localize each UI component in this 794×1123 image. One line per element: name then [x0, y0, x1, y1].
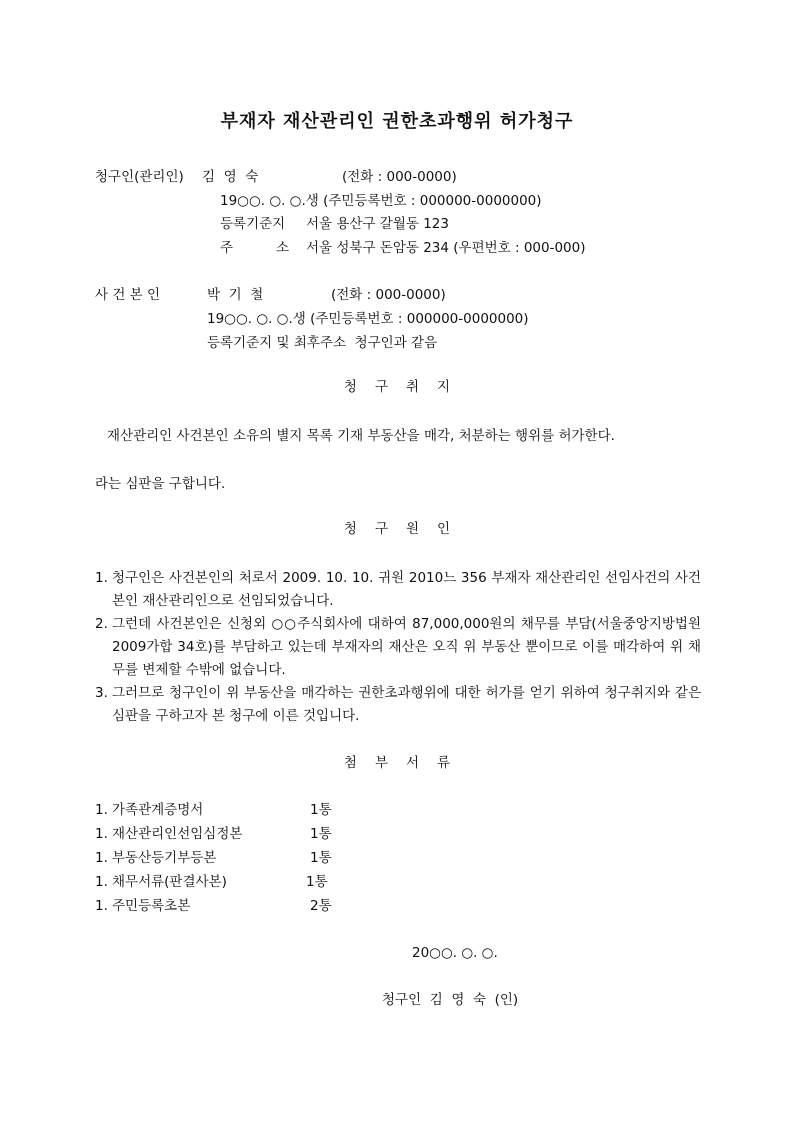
claimant-label: 청구인(관리인): [95, 169, 184, 185]
attachment-number: 1.: [95, 802, 108, 818]
attachment-name: 채무서류(판결사본): [112, 874, 227, 890]
cause-heading: 청구원인: [343, 521, 469, 537]
subject-name: 박 기 철: [207, 287, 264, 303]
attachment-number: 1.: [95, 850, 108, 866]
claimant-registry-label: 등록기준지: [220, 216, 286, 232]
document-date: 20○○. ○. ○.: [412, 945, 498, 961]
attachment-name: 주민등록초본: [112, 898, 191, 914]
claimant-phone: (전화 : 000-0000): [342, 169, 457, 185]
claimant-birth: 19○○. ○. ○.생 (주민등록번호 : 000000-0000000): [220, 193, 542, 209]
purpose-body: 재산관리인 사건본인 소유의 별지 목록 기재 부동산을 매각, 처분하는 행위를 허가한다.: [107, 428, 615, 444]
cause-item-number: 2.: [95, 616, 108, 632]
attachment-count: 1통: [310, 802, 332, 818]
claimant-address: 서울 성북구 돈암동 234 (우편번호 : 000-000): [306, 240, 586, 256]
attachment-number: 1.: [95, 826, 108, 842]
cause-item: [95, 567, 701, 613]
subject-label: 사 건 본 인: [95, 287, 161, 303]
attachments-heading: 첨부서류: [343, 755, 469, 771]
attachment-name: 재산관리인선임심정본: [112, 826, 243, 842]
purpose-closing: 라는 심판을 구합니다.: [95, 476, 226, 492]
subject-registry: 등록기준지 및 최후주소 청구인과 같음: [207, 335, 438, 351]
document-title: 부재자 재산관리인 권한초과행위 허가청구: [220, 111, 574, 132]
attachment-count: 1통: [310, 850, 332, 866]
claimant-registry: 서울 용산구 갈월동 123: [306, 216, 449, 232]
attachment-count: 1통: [310, 826, 332, 842]
attachment-number: 1.: [95, 874, 108, 890]
attachment-count: 1통: [306, 874, 328, 890]
attachment-name: 부동산등기부등본: [112, 850, 217, 866]
purpose-heading: 청구취지: [343, 379, 469, 395]
attachment-number: 1.: [95, 898, 108, 914]
cause-item: [95, 682, 701, 728]
cause-item-text: 그런데 사건본인은 신청외 ○○주식회사에 대하여 87,000,000원의 채무를 부담(서울중앙지방법원 2009가합 34호)를 부담하고 있는데 부재자의 재산은 오직 위 부동산 뿐이므로 이를 매각하여 위 채무를 변제할 수밖에 없습니다.: [112, 616, 701, 678]
signature-line: 청구인 김 영 숙 (인): [382, 992, 519, 1008]
cause-item-number: 1.: [95, 570, 108, 586]
subject-phone: (전화 : 000-0000): [331, 287, 446, 303]
cause-item-text: 그러므로 청구인이 위 부동산을 매각하는 권한초과행위에 대한 허가를 얻기 위하여 청구취지와 같은 심판을 구하고자 본 청구에 이른 것입니다.: [112, 685, 701, 724]
attachment-name: 가족관계증명서: [112, 802, 204, 818]
cause-item-text: 청구인은 사건본인의 처로서 2009. 10. 10. 귀원 2010느 356 부재자 재산관리인 선임사건의 사건본인 재산관리인으로 선임되었습니다.: [112, 570, 701, 609]
cause-item: [95, 613, 701, 682]
claimant-address-label: 주 소: [220, 240, 289, 256]
subject-birth: 19○○. ○. ○.생 (주민등록번호 : 000000-0000000): [207, 311, 529, 327]
attachment-count: 2통: [310, 898, 332, 914]
claimant-name: 김 영 숙: [202, 169, 259, 185]
cause-item-number: 3.: [95, 685, 108, 701]
